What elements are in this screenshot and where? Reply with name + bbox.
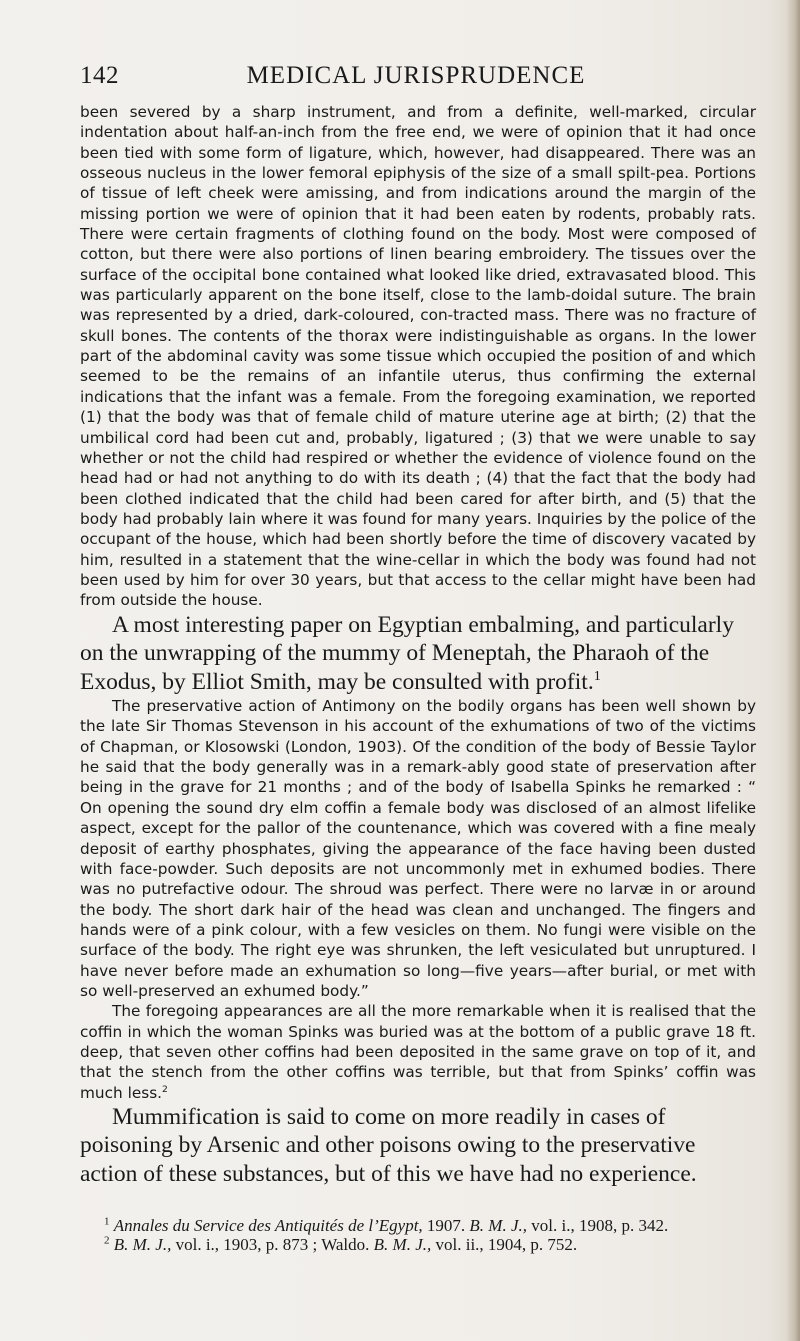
footnote-2-citation-b: vol. ii., 1904, p. 752. [431,1235,578,1254]
footnote-2-journal: B. M. J., [373,1235,432,1254]
footnote-2-mark: 2 [104,1234,110,1247]
running-title: MEDICAL JURISPRUDENCE [246,62,586,89]
paragraph-autopsy-report: been severed by a sharp instrument, and from a definite, well-marked, circular indentation about half-an-inch from the free end, we were of opinion that it had once been tied with some form of ligature, which, however, had disappeared. There was an osseous nucleus in the lower femoral epiphysis of the size of a small spilt-pea. Portions of tissue of left cheek were amissing, and from indications around the margin of the missing portion we were of opinion that it had been eaten by rodents, probably rats. There were certain fragments of clothing found on the body. Most were composed of cotton, but there were also portions of linen bearing embroidery. The tissues over the surface of the occipital bone contained what looked like dried, extravasated blood. This was particularly apparent on the bone itself, close to the lamb-doidal suture. The brain was represented by a dried, dark-coloured, con-tracted mass. There was no fracture of skull bones. The contents of the thorax were indistinguishable as organs. In the lower part of the abdominal cavity was some tissue which occupied the position of and which seemed to be the remains of an infantile uterus, thus confirming the external indications that the infant was a female. From the foregoing examination, we reported (1) that the body was that of female child of mature uterine age at birth; (2) that the umbilical cord had been cut and, probably, ligatured ; (3) that we were unable to say whether or not the child had respired or whether the evidence of violence found on the head had or had not anything to do with its death ; (4) that the fact that the body had been clothed indicated that the child had been cared for after birth, and (5) that the body had probably lain where it was found for many years. Inquiries by the police of the occupant of the house, which had been shortly before the time of discovery vacated by him, resulted in a statement that the wine-cellar in which the body was found had not been used by him for over 30 years, but that access to the cellar might have been had from outside the house. [80,103,756,610]
main-text [80,102,756,1188]
footnote-1-citation: vol. i., 1908, p. 342. [527,1216,669,1235]
footnotes [80,1216,756,1254]
footnote-1-journal: B. M. J., [469,1216,528,1235]
page-number: 142 [80,62,119,89]
footnote-2-source: B. M. J., [113,1235,172,1254]
footnote-ref-2: 2 [162,1083,168,1095]
heading-mummification-arsenic: Mummification is said to come on more readily in cases of poisoning by Arsenic and other poisons owing to the preservative action of these substances, but of this we have had no experience. [80,1103,697,1187]
page-header [80,62,752,92]
paragraph-antimony: The preservative action of Antimony on the bodily organs has been well shown by the late Sir Thomas Stevenson in his account of the exhumations of two of the victims of Chapman, or Klosowski (London, 1903). Of the condition of the body of Bessie Taylor he said that the body generally was in a remark-ably good state of preservation after being in the grave for 21 months ; and of the body of Isabella Spinks he remarked : “ On opening the sound dry elm coffin a female body was disclosed of an almost lifelike aspect, except for the pallor of the countenance, which was covered with a fine mealy deposit of earthy phosphates, giving the appearance of the face having been dusted with face-powder. Such deposits are not uncommonly met in exhumed bodies. There was no putrefactive odour. The shroud was perfect. There were no larvæ in or around the body. The short dark hair of the head was clean and unchanged. The fingers and hands were of a pink colour, with a few vesicles on them. No fungi were visible on the surface of the body. The right eye was shrunken, the left vesiculated but unruptured. I have never before made an exhumation so long—five years—after burial, or met with so well-preserved an exhumed body.” [80,697,756,1000]
paragraph-spinks-coffin [80,1001,756,1103]
page-edge-shadow [786,0,800,1341]
heading-egyptian-embalming [80,611,756,697]
footnote-1 [80,1216,756,1235]
footnote-2-citation-a: vol. i., 1903, p. 873 ; Waldo. [171,1235,374,1254]
footnote-2 [80,1235,756,1254]
heading-egyptian-embalming-text: A most interesting paper on Egyptian embalming, and particularly on the unwrapping of the mummy of Meneptah, the Pharaoh of the Exodus, by Elliot Smith, may be consulted with profit. [80,611,734,695]
footnote-1-source: Annales du Service des Antiquités de l’Egypt, [113,1216,423,1235]
footnote-ref-1: 1 [593,667,601,684]
paragraph-spinks-coffin-text: The foregoing appearances are all the more remarkable when it is realised that the coffin in which the woman Spinks was buried was at the bottom of a public grave 18 ft. deep, that seven other coffins had been deposited in the same grave on top of it, and that the stench from the other coffins was terrible, but that from Spinks’ coffin was much less. [80,1002,756,1102]
footnote-1-year: 1907. [422,1216,470,1235]
footnote-1-mark: 1 [104,1215,110,1228]
